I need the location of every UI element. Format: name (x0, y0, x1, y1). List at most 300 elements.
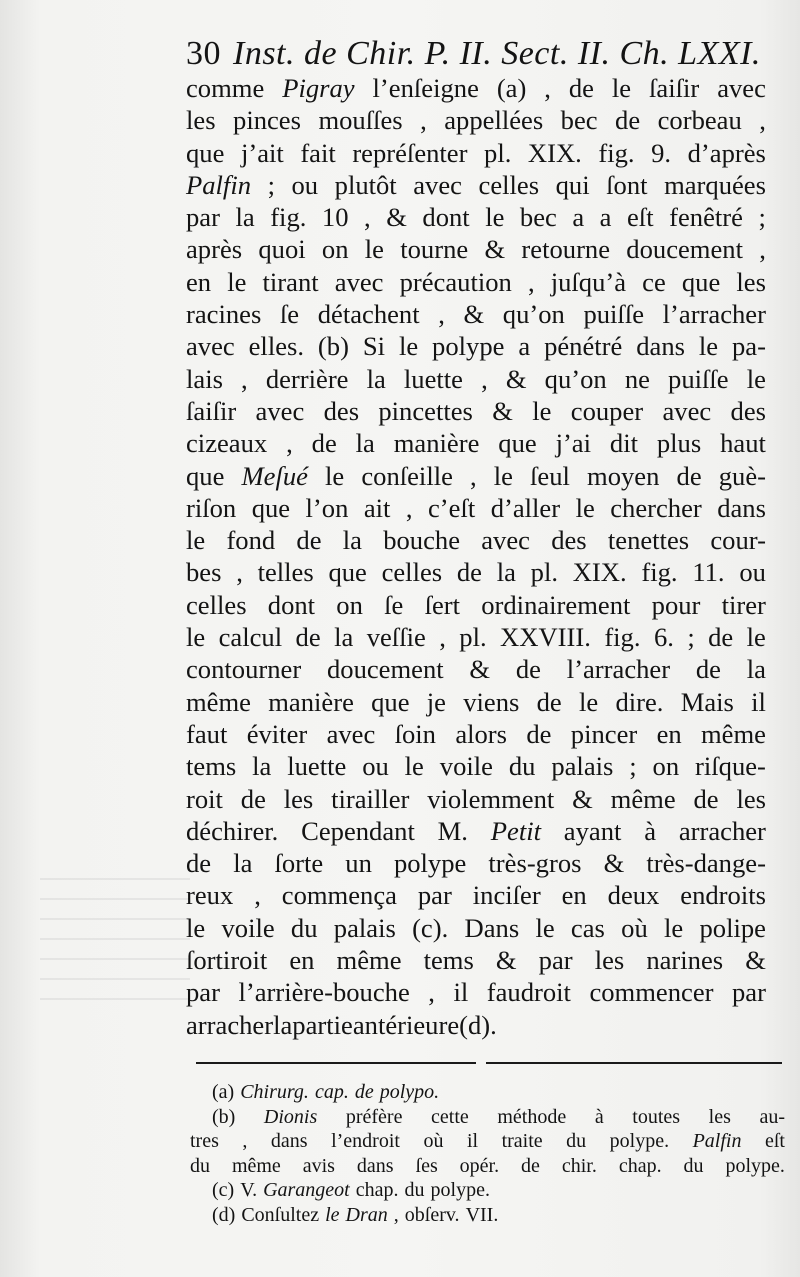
word: couper (570, 395, 644, 426)
word: de (295, 622, 321, 653)
word: Palfin (186, 169, 252, 200)
word: la (235, 202, 255, 233)
word: de (615, 105, 641, 136)
word: , (481, 363, 488, 394)
word: ou (739, 557, 766, 588)
word: des (730, 395, 766, 426)
word: dont (267, 589, 316, 620)
footnote-line (190, 1178, 785, 1203)
word: repréſenter (352, 137, 468, 168)
word: fond (226, 525, 276, 556)
word: Pigray (282, 73, 355, 103)
word: de (521, 1154, 540, 1177)
word: , (393, 1203, 399, 1226)
word: & (603, 848, 625, 879)
word: tenettes (607, 525, 690, 556)
word: du (508, 751, 536, 782)
word: du (190, 1154, 210, 1177)
word: dans (636, 331, 685, 362)
word: arracher (186, 1009, 274, 1040)
word: le (227, 266, 247, 297)
word: ſe (279, 299, 300, 330)
word: manière (393, 428, 480, 459)
text-line (186, 201, 766, 233)
word: le (698, 331, 719, 362)
word: polype (393, 848, 467, 879)
word: roit (186, 783, 223, 814)
word: cour- (710, 525, 766, 556)
word: préfère (345, 1105, 403, 1128)
word: même (701, 718, 766, 749)
word: 10 (321, 202, 349, 233)
word: de (186, 848, 212, 879)
word: les (594, 945, 625, 976)
word: même (186, 686, 251, 717)
word: je (426, 686, 446, 717)
word: guè- (718, 460, 766, 491)
word: avec (413, 169, 462, 200)
text-line (186, 330, 766, 362)
word: même (336, 945, 402, 976)
word: ſaiſir (186, 395, 237, 426)
word: ; (267, 169, 275, 200)
word: derrière (265, 363, 349, 394)
word: il (751, 686, 766, 717)
page-number: 30 (186, 35, 221, 72)
word: fig. (604, 622, 641, 653)
word: bec (519, 202, 557, 233)
word: par (186, 977, 220, 1008)
word: le (186, 525, 206, 556)
word: avec (334, 266, 384, 297)
word: que (186, 460, 225, 491)
word: luette (287, 751, 347, 782)
footnotes (190, 1080, 785, 1227)
word: j’ait (240, 137, 284, 168)
word: retourne (521, 234, 611, 265)
word: polype. (609, 1130, 670, 1152)
word: moyen (587, 460, 660, 491)
text-line (186, 653, 766, 685)
word: le (325, 1203, 340, 1226)
footnote-rule-left (196, 1062, 476, 1064)
word: contourner (186, 654, 302, 685)
word: que (498, 428, 537, 459)
word: , (428, 977, 435, 1008)
word: elles. (248, 331, 305, 362)
word: ſortiroit (186, 945, 268, 976)
word: antérieure (352, 1009, 460, 1040)
word: pénétré (544, 331, 623, 362)
word: le (325, 460, 345, 491)
word: , (241, 363, 248, 394)
word: & (505, 363, 527, 394)
word: un (345, 848, 372, 879)
text-line (186, 363, 766, 395)
word: plutôt (334, 169, 397, 200)
word: , (420, 105, 427, 136)
word: toutes (632, 1105, 681, 1128)
word: avec (326, 718, 376, 749)
word: le (664, 912, 684, 943)
word: à (594, 1105, 604, 1128)
word: le (535, 912, 555, 943)
word: l’arracher (662, 299, 766, 330)
word: palais (333, 912, 396, 943)
word: ſeul (530, 460, 570, 491)
word: la (496, 557, 516, 588)
text-line (186, 72, 766, 104)
text-line (186, 879, 766, 911)
word: haut (720, 428, 766, 459)
word: le (493, 460, 513, 491)
word: avec (186, 331, 235, 362)
word: le (364, 234, 384, 265)
word: de (708, 622, 734, 653)
word: dans (717, 492, 766, 523)
word: dont (422, 202, 470, 233)
word: où (621, 912, 648, 943)
word: pa- (731, 331, 766, 362)
word: ou (291, 169, 319, 200)
word: dire. (615, 686, 664, 717)
word: comme (186, 73, 265, 103)
word: le (485, 202, 505, 233)
word: c’eſt (428, 492, 476, 523)
word: tourne (400, 234, 469, 265)
word: chap. (355, 1179, 399, 1201)
word: le (575, 492, 595, 523)
word: ; (687, 622, 695, 653)
word: la (273, 1009, 293, 1040)
word: Conſultez (241, 1203, 320, 1226)
word: eſt (627, 202, 654, 233)
word: Dran (345, 1203, 388, 1226)
word: pincettes (378, 395, 473, 426)
word: , (527, 266, 535, 297)
text-line (186, 847, 766, 879)
word: a (599, 202, 612, 233)
word: a (572, 202, 585, 233)
word: fig. (641, 557, 678, 588)
word: plus (656, 428, 702, 459)
word: ſont (606, 169, 648, 200)
word: obſerv. (404, 1203, 460, 1226)
word: fig. (598, 137, 635, 168)
word: de (240, 783, 266, 814)
word: que (371, 686, 410, 717)
word: , (286, 428, 293, 459)
word: & (469, 654, 491, 685)
word: par (538, 945, 573, 976)
text-line (186, 266, 766, 298)
word: 11. (692, 557, 725, 588)
footnote-line (190, 1105, 785, 1130)
word: du (290, 912, 318, 943)
word: conſeille (361, 460, 453, 491)
word: la (252, 751, 272, 782)
word: Chirurg. (240, 1081, 309, 1103)
word: deux (607, 880, 660, 911)
word: luette (403, 363, 463, 394)
word: de (695, 654, 721, 685)
word: avec (717, 73, 766, 103)
word: ordinairement (481, 589, 631, 620)
text-line (186, 912, 766, 944)
word: bouche (383, 525, 460, 556)
word: lais (186, 363, 223, 394)
word: en (186, 266, 212, 297)
word: qu’on (502, 299, 565, 330)
word: , (544, 73, 551, 103)
word: après (186, 234, 243, 265)
word: cizeaux (186, 428, 268, 459)
word: de (536, 686, 562, 717)
text-line (186, 621, 766, 653)
footnote-line (190, 1080, 785, 1105)
word: arracher (678, 815, 766, 846)
word: & (495, 945, 517, 976)
word: la (334, 622, 354, 653)
word: appellées (444, 105, 544, 136)
word: on (336, 589, 363, 620)
word: fenêtré (669, 202, 743, 233)
word: violemment (427, 783, 555, 814)
word: l’arracher (566, 654, 671, 685)
word: (d) (212, 1203, 236, 1226)
word: ou (362, 751, 389, 782)
word: ait (363, 492, 391, 523)
word: Dans (464, 912, 520, 943)
word: de (526, 718, 552, 749)
word: dit (609, 428, 638, 459)
word: le (404, 751, 424, 782)
word: , (242, 1130, 248, 1152)
word: (b) (317, 331, 349, 362)
word: de (354, 1081, 374, 1103)
word: détachent (317, 299, 420, 330)
word: avec (255, 395, 305, 426)
word: le (746, 622, 766, 653)
word: le (186, 912, 206, 943)
text-line (186, 750, 766, 782)
word: racines (186, 299, 262, 330)
footnote-line (190, 1129, 785, 1154)
word: la (355, 428, 375, 459)
word: il (453, 977, 469, 1008)
text-line (186, 427, 766, 459)
word: puiſſe (668, 363, 729, 394)
word: la (746, 654, 766, 685)
word: , (759, 234, 766, 265)
word: que (186, 137, 225, 168)
word: même (231, 1154, 281, 1177)
word: veſſie (366, 622, 426, 653)
word: ſoin (394, 718, 436, 749)
word: faut (186, 718, 228, 749)
word: opér. (459, 1154, 500, 1177)
word: le (398, 331, 419, 362)
text-line (186, 460, 766, 492)
word: marquées (664, 169, 766, 200)
word: (a) (212, 1081, 235, 1103)
text-line (186, 815, 766, 847)
word: (d). (459, 1009, 497, 1040)
word: celles (186, 589, 247, 620)
word: eſt (764, 1130, 785, 1152)
main-text (186, 72, 766, 1041)
word: corbeau (657, 105, 742, 136)
word: polypo. (379, 1081, 440, 1103)
word: ſaiſir (649, 73, 700, 103)
word: pl. (459, 622, 487, 653)
word: , (236, 557, 243, 588)
text-line (186, 718, 766, 750)
word: avec (662, 395, 712, 426)
word: & (745, 945, 766, 976)
word: dans (356, 1154, 394, 1177)
word: voile (221, 912, 275, 943)
word: les (736, 266, 766, 297)
word: commença (281, 880, 397, 911)
word: polype (432, 331, 505, 362)
word: , (470, 460, 477, 491)
word: puiſſe (583, 299, 645, 330)
word: Petit (490, 815, 541, 846)
word: les (708, 1105, 731, 1128)
word: ſes (415, 1154, 438, 1177)
word: avec (481, 525, 530, 556)
word: Garangeot (263, 1179, 350, 1201)
word: juſqu’à (550, 266, 627, 297)
word: de (296, 525, 322, 556)
word: M. (437, 815, 468, 846)
word: du (566, 1130, 587, 1152)
word: V. (240, 1179, 258, 1201)
word: chir. (561, 1154, 597, 1177)
word: chap. (618, 1154, 662, 1177)
text-line (186, 104, 766, 136)
word: bec (560, 105, 598, 136)
word: , (364, 202, 371, 233)
word: du (683, 1154, 704, 1177)
word: fig. (270, 202, 307, 233)
word: dans (270, 1130, 308, 1152)
show-through-marks (40, 860, 190, 1000)
word: (b) (212, 1105, 236, 1128)
word: le (186, 622, 206, 653)
running-header (186, 34, 786, 74)
running-title: Inst. de Chir. P. II. Sect. II. Ch. LXXI. (233, 35, 761, 72)
word: XXVIII. (500, 622, 591, 653)
word: & (484, 234, 506, 265)
word: au- (759, 1105, 785, 1128)
word: précaution (399, 266, 512, 297)
word: le (611, 73, 632, 103)
text-line (186, 492, 766, 524)
word: VII. (465, 1203, 499, 1226)
text-line (186, 395, 766, 427)
word: ſorte (274, 848, 324, 879)
word: qui (555, 169, 590, 200)
word: la (342, 525, 362, 556)
word: tres (190, 1130, 219, 1152)
word: & (572, 783, 593, 814)
word: les (736, 783, 766, 814)
word: la (366, 363, 386, 394)
word: tirer (721, 589, 766, 620)
word: de (311, 428, 337, 459)
word: en (289, 945, 315, 976)
word: inciſer (472, 880, 541, 911)
word: doucement (626, 234, 743, 265)
word: par (186, 202, 220, 233)
word: traite (501, 1130, 543, 1152)
word: Si (362, 331, 386, 362)
word: éviter (246, 718, 308, 749)
word: Mais (680, 686, 734, 717)
word: viens (463, 686, 520, 717)
word: ſe (384, 589, 404, 620)
word: par (417, 880, 452, 911)
word: voile (439, 751, 493, 782)
word: endroits (680, 880, 766, 911)
word: , (759, 105, 766, 136)
text-line (186, 169, 766, 201)
word: il (466, 1130, 479, 1152)
word: , (405, 492, 413, 523)
word: l’on (305, 492, 349, 523)
word: les (186, 105, 216, 136)
word: ne (624, 363, 650, 394)
word: commencer (589, 977, 714, 1008)
word: l’enſeigne (372, 73, 479, 103)
word: méthode (497, 1105, 567, 1128)
word: tems (186, 751, 237, 782)
word: très-gros (488, 848, 582, 879)
word: partie (292, 1009, 353, 1040)
word: cap. (314, 1081, 349, 1103)
word: du (404, 1179, 425, 1201)
word: alors (455, 718, 508, 749)
text-line (186, 1009, 766, 1041)
word: pincer (570, 718, 638, 749)
word: , (254, 880, 261, 911)
word: polype. (430, 1179, 490, 1201)
word: de (456, 557, 482, 588)
word: que (328, 557, 367, 588)
word: à (644, 815, 657, 846)
word: doucement (326, 654, 444, 685)
word: celles (381, 557, 443, 588)
word: de (693, 783, 719, 814)
word: & (463, 299, 485, 330)
word: polype. (725, 1154, 785, 1177)
word: Dionis (263, 1105, 318, 1128)
word: quoi (258, 234, 306, 265)
word: pinces (233, 105, 301, 136)
word: fait (300, 137, 336, 168)
word: la (233, 848, 253, 879)
word: (c). (412, 912, 449, 943)
word: on (321, 234, 349, 265)
word: les (283, 783, 314, 814)
word: faudroit (486, 977, 571, 1008)
word: tirailler (331, 783, 410, 814)
word: pour (651, 589, 701, 620)
word: en (561, 880, 587, 911)
word: même (610, 783, 676, 814)
